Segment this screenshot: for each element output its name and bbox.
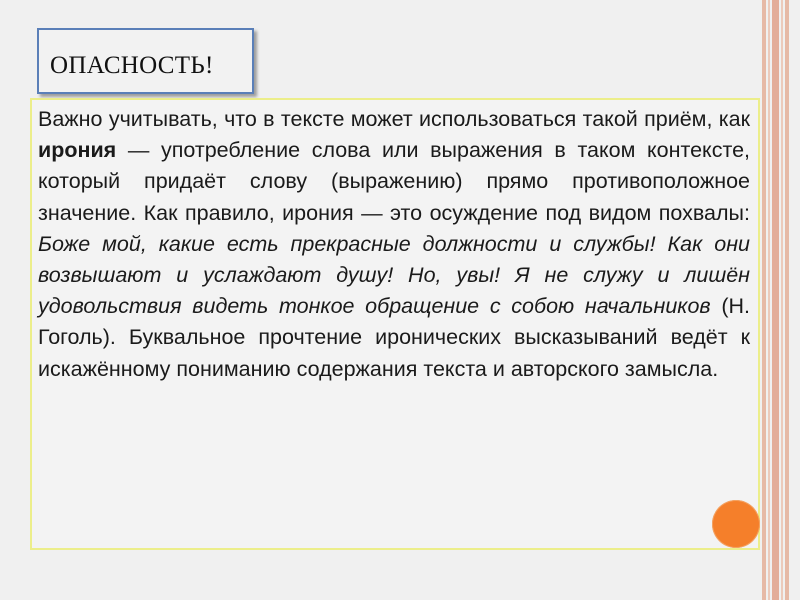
paragraph-intro: Важно учитывать, что в тексте может использоваться такой приём, как [38, 107, 750, 131]
decorative-rail [768, 0, 770, 600]
paragraph-definition: — употребление слова или выражения в таком контексте, который придаёт слову (выражению) прямо противоположное значение. Как правило, ирония — это осуждение под видом похвалы: [38, 138, 750, 225]
paragraph-attribution: (Н. Гоголь). [38, 294, 750, 350]
paragraph-conclusion: Буквальное прочтение иронических высказываний ведёт к искажённому пониманию содержания текста и авторского замысла. [38, 325, 751, 381]
slide-title: ОПАСНОСТЬ! [50, 52, 214, 79]
decorative-rail [762, 0, 766, 600]
paragraph-term: ирония [38, 138, 117, 163]
decorative-rail [785, 0, 789, 600]
decorative-rail [781, 0, 783, 600]
decorative-rail [772, 0, 779, 600]
paragraph-quote: Боже мой, какие есть прекрасные должности и службы! Как они возвышают и услаждают душу! Но, увы! Я не служу и лишён удовольствия видеть тонкое обращение с собою начальников [38, 231, 750, 319]
orange-circle-icon [712, 500, 760, 548]
content-paragraph [38, 104, 750, 385]
